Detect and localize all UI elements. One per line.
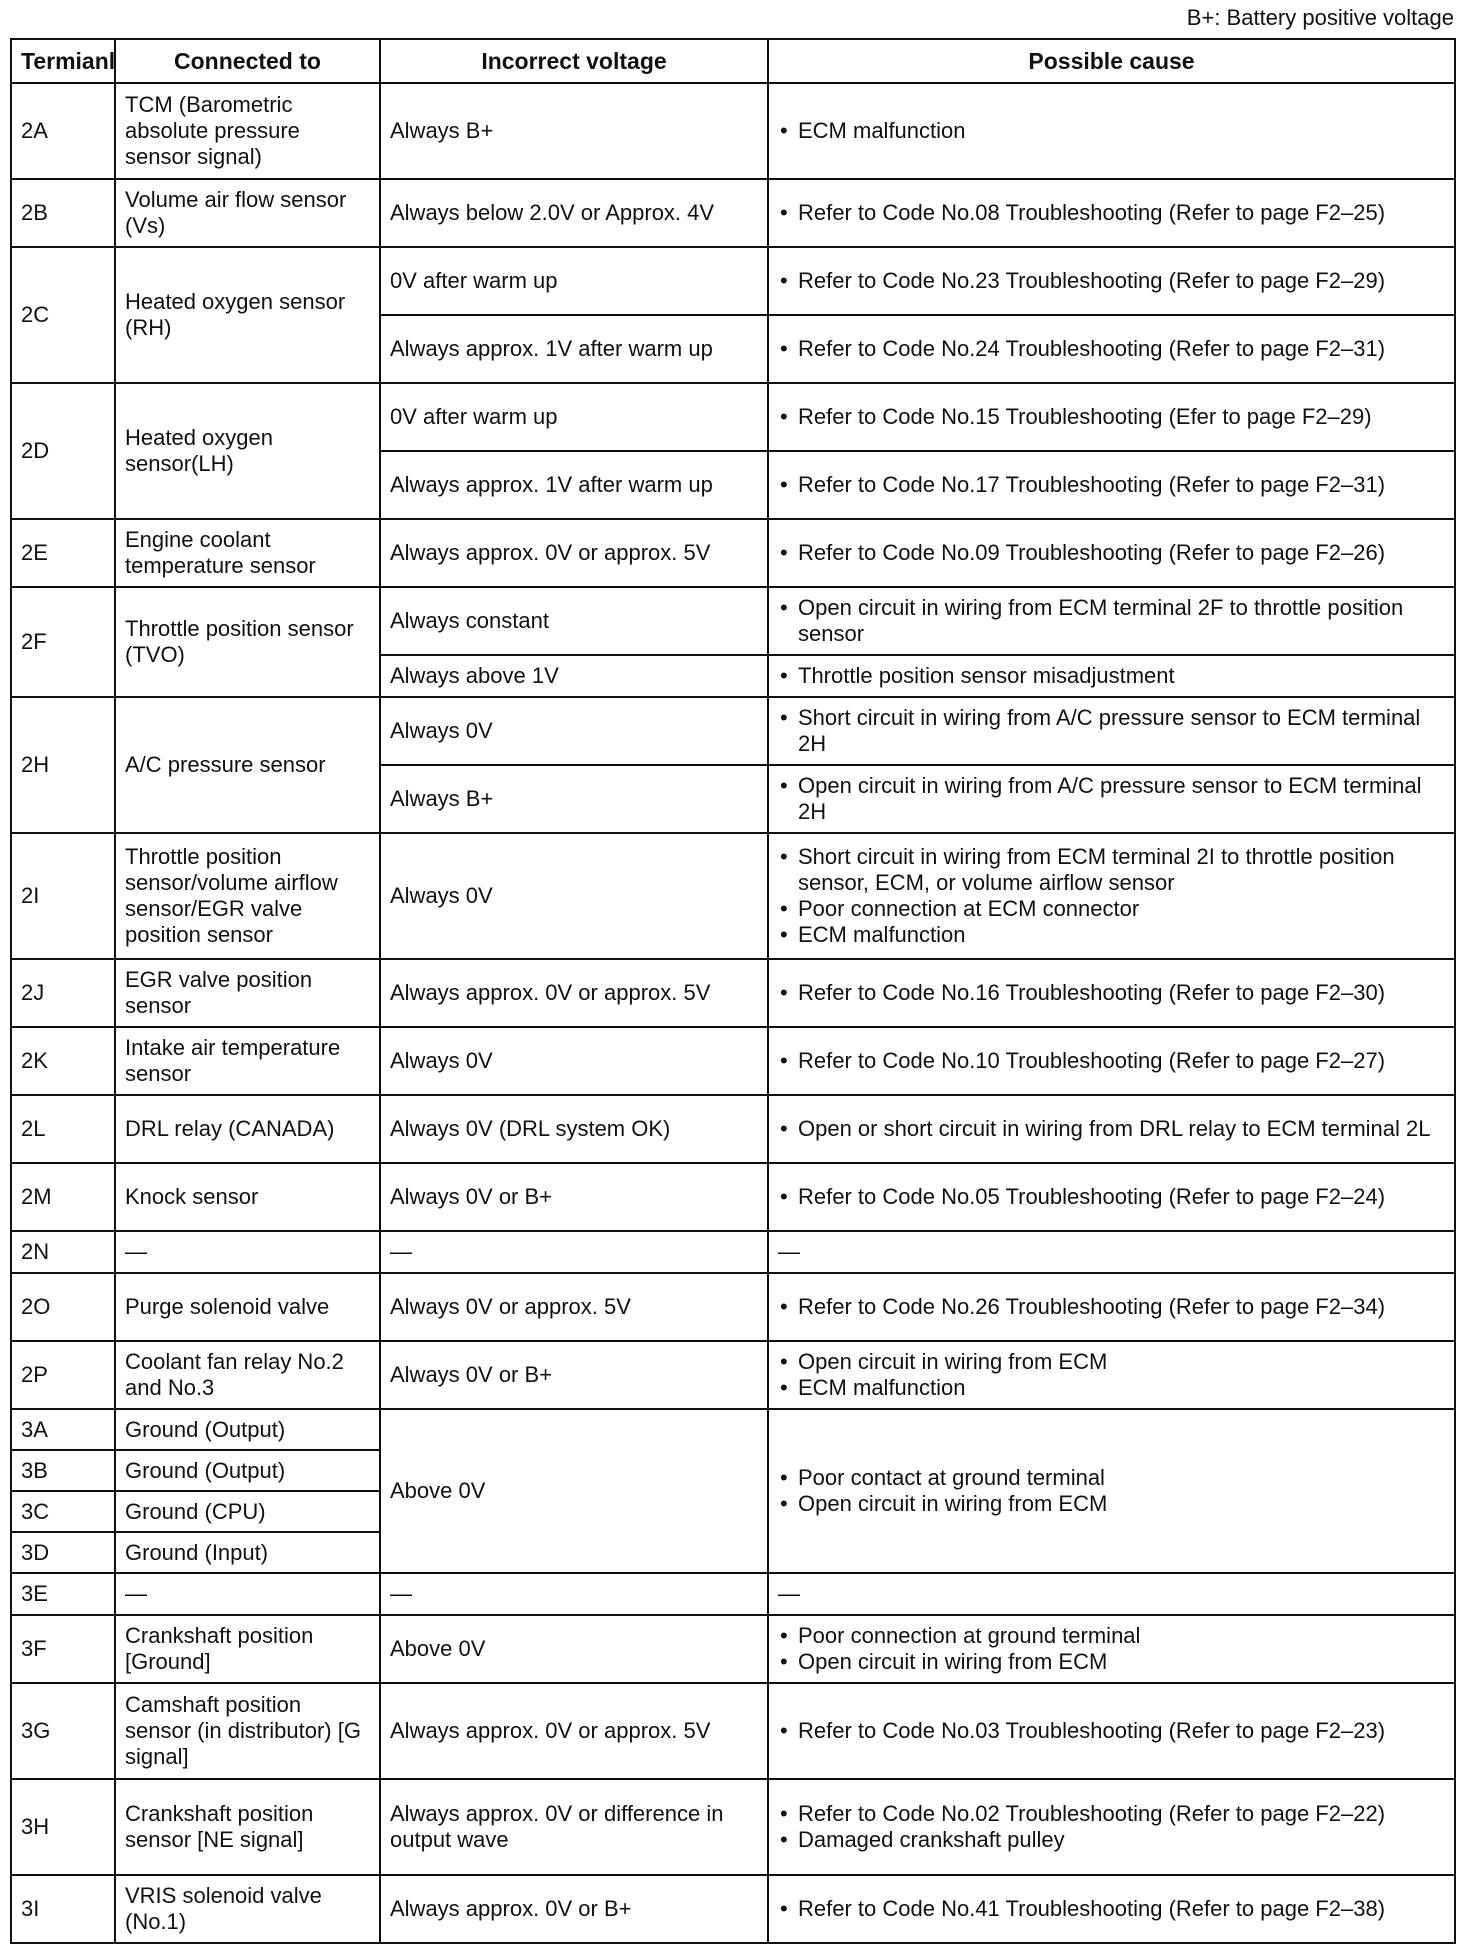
cause-cell [768,1163,1455,1231]
cause-cell [768,959,1455,1027]
terminal-cell: 2H [11,697,115,833]
cause-item: • Throttle position sensor misadjustment [778,663,1445,689]
table-row [11,179,1455,247]
cause-item: • Poor connection at ECM connector [778,896,1445,922]
terminal-cell: 2F [11,587,115,697]
cause-cell: — [768,1573,1455,1615]
cause-cell [768,383,1455,451]
cause-cell [768,1875,1455,1943]
cause-item: • Short circuit in wiring from A/C pressure sensor to ECM terminal 2H [778,705,1445,757]
table-row [11,1163,1455,1231]
connected-cell: Camshaft position sensor (in distributor) [G signal] [115,1683,380,1779]
cause-item: • ECM malfunction [778,1375,1445,1401]
table-row [11,1231,1455,1273]
connected-cell: Throttle position sensor/volume airflow sensor/EGR valve position sensor [115,833,380,959]
voltage-cell: Always 0V or B+ [380,1341,768,1409]
cause-cell [768,833,1455,959]
terminal-cell: 3E [11,1573,115,1615]
cause-cell [768,655,1455,697]
voltage-cell: Always approx. 0V or approx. 5V [380,519,768,587]
connected-cell: Ground (Input) [115,1532,380,1573]
terminal-cell: 2I [11,833,115,959]
cause-item: • ECM malfunction [778,118,1445,144]
cause-cell [768,247,1455,315]
header-possible-cause: Possible cause [768,39,1455,83]
terminal-cell: 2B [11,179,115,247]
voltage-cell: — [380,1231,768,1273]
cause-cell [768,83,1455,179]
cause-item: • Open or short circuit in wiring from DRL relay to ECM terminal 2L [778,1116,1445,1142]
terminal-cell: 2O [11,1273,115,1341]
cause-item: • Refer to Code No.08 Troubleshooting (Refer to page F2–25) [778,200,1445,226]
cause-item: • Refer to Code No.09 Troubleshooting (Refer to page F2–26) [778,540,1445,566]
cause-item: • Refer to Code No.41 Troubleshooting (Refer to page F2–38) [778,1896,1445,1922]
cause-cell [768,1027,1455,1095]
voltage-cell: Always below 2.0V or Approx. 4V [380,179,768,247]
voltage-cell: Always approx. 0V or approx. 5V [380,1683,768,1779]
table-row [11,1573,1455,1615]
cause-cell [768,1341,1455,1409]
cause-item: • ECM malfunction [778,922,1445,948]
voltage-cell: Always constant [380,587,768,655]
connected-cell: Purge solenoid valve [115,1273,380,1341]
table-row [11,1273,1455,1341]
table-row [11,1341,1455,1409]
table-row [11,697,1455,765]
connected-cell: Intake air temperature sensor [115,1027,380,1095]
cause-item: • Refer to Code No.05 Troubleshooting (Refer to page F2–24) [778,1184,1445,1210]
terminal-cell: 3I [11,1875,115,1943]
connected-cell: — [115,1573,380,1615]
terminal-cell: 3B [11,1450,115,1491]
terminal-cell: 2L [11,1095,115,1163]
voltage-cell: Always approx. 1V after warm up [380,315,768,383]
cause-item: • Refer to Code No.03 Troubleshooting (Refer to page F2–23) [778,1718,1445,1744]
table-row [11,1683,1455,1779]
voltage-cell: Always approx. 0V or difference in output wave [380,1779,768,1875]
header-incorrect-voltage: Incorrect voltage [380,39,768,83]
terminal-cell: 2C [11,247,115,383]
connected-cell: Ground (Output) [115,1450,380,1491]
voltage-cell: Always 0V [380,1027,768,1095]
voltage-cell: Always B+ [380,83,768,179]
connected-cell: Throttle position sensor (TVO) [115,587,380,697]
connected-cell: Engine coolant temperature sensor [115,519,380,587]
voltage-cell: Always B+ [380,765,768,833]
cause-cell [768,1273,1455,1341]
table-row [11,83,1455,179]
table-row [11,1095,1455,1163]
table-row [11,383,1455,451]
connected-cell: Crankshaft position [Ground] [115,1615,380,1683]
terminal-cell: 2E [11,519,115,587]
connected-cell: DRL relay (CANADA) [115,1095,380,1163]
terminal-cell: 2A [11,83,115,179]
voltage-cell: Above 0V [380,1409,768,1573]
connected-cell: Heated oxygen sensor(LH) [115,383,380,519]
voltage-cell: — [380,1573,768,1615]
table-row [11,1409,1455,1450]
terminal-cell: 2N [11,1231,115,1273]
terminal-cell: 2M [11,1163,115,1231]
voltage-cell: Above 0V [380,1615,768,1683]
table-row [11,1615,1455,1683]
voltage-cell: Always 0V or B+ [380,1163,768,1231]
cause-cell [768,519,1455,587]
voltage-cell: Always approx. 0V or approx. 5V [380,959,768,1027]
cause-cell [768,765,1455,833]
table-row [11,587,1455,655]
connected-cell: Coolant fan relay No.2 and No.3 [115,1341,380,1409]
voltage-cell: 0V after warm up [380,383,768,451]
terminal-cell: 3G [11,1683,115,1779]
cause-cell [768,451,1455,519]
cause-cell [768,1095,1455,1163]
connected-cell: VRIS solenoid valve (No.1) [115,1875,380,1943]
cause-item: • Poor connection at ground terminal [778,1623,1445,1649]
table-row [11,833,1455,959]
cause-item: • Refer to Code No.02 Troubleshooting (Refer to page F2–22) [778,1801,1445,1827]
voltage-cell: Always 0V (DRL system OK) [380,1095,768,1163]
cause-cell [768,315,1455,383]
cause-cell [768,697,1455,765]
cause-cell [768,179,1455,247]
cause-item: • Refer to Code No.23 Troubleshooting (Refer to page F2–29) [778,268,1445,294]
cause-item: • Open circuit in wiring from ECM [778,1649,1445,1675]
table-row [11,1875,1455,1943]
cause-item: • Poor contact at ground terminal [778,1465,1445,1491]
connected-cell: A/C pressure sensor [115,697,380,833]
header-terminal: Termianl [11,39,115,83]
voltage-cell: Always above 1V [380,655,768,697]
terminal-cell: 2J [11,959,115,1027]
connected-cell: Knock sensor [115,1163,380,1231]
cause-cell [768,1615,1455,1683]
terminal-voltage-table [10,38,1456,1944]
cause-cell [768,1779,1455,1875]
terminal-cell: 2K [11,1027,115,1095]
voltage-cell: Always 0V [380,697,768,765]
table-row [11,247,1455,315]
voltage-cell: 0V after warm up [380,247,768,315]
connected-cell: Ground (Output) [115,1409,380,1450]
terminal-cell: 3C [11,1491,115,1532]
cause-item: • Refer to Code No.15 Troubleshooting (Efer to page F2–29) [778,404,1445,430]
terminal-cell: 2P [11,1341,115,1409]
cause-item: • Open circuit in wiring from ECM [778,1491,1445,1517]
table-row [11,959,1455,1027]
cause-item: • Refer to Code No.16 Troubleshooting (Refer to page F2–30) [778,980,1445,1006]
connected-cell: Volume air flow sensor (Vs) [115,179,380,247]
connected-cell: Ground (CPU) [115,1491,380,1532]
terminal-cell: 3H [11,1779,115,1875]
cause-cell [768,1683,1455,1779]
cause-cell [768,587,1455,655]
terminal-cell: 3F [11,1615,115,1683]
header-connected-to: Connected to [115,39,380,83]
voltage-cell: Always 0V or approx. 5V [380,1273,768,1341]
battery-voltage-note: B+: Battery positive voltage [1186,5,1454,30]
connected-cell: — [115,1231,380,1273]
cause-item: • Open circuit in wiring from ECM [778,1349,1445,1375]
cause-item: • Open circuit in wiring from A/C pressure sensor to ECM terminal 2H [778,773,1445,825]
cause-item: • Short circuit in wiring from ECM terminal 2I to throttle position sensor, ECM, or volume airflow sensor [778,844,1445,896]
connected-cell: EGR valve position sensor [115,959,380,1027]
cause-item: • Damaged crankshaft pulley [778,1827,1445,1853]
terminal-cell: 3A [11,1409,115,1450]
cause-item: • Refer to Code No.10 Troubleshooting (Refer to page F2–27) [778,1048,1445,1074]
header-row [11,39,1455,83]
table-row [11,1027,1455,1095]
table-row [11,519,1455,587]
table-row [11,1779,1455,1875]
cause-item: • Open circuit in wiring from ECM terminal 2F to throttle position sensor [778,595,1445,647]
voltage-cell: Always approx. 1V after warm up [380,451,768,519]
cause-cell [768,1409,1455,1573]
connected-cell: TCM (Barometric absolute pressure sensor signal) [115,83,380,179]
cause-item: • Refer to Code No.17 Troubleshooting (Refer to page F2–31) [778,472,1445,498]
cause-item: • Refer to Code No.24 Troubleshooting (Refer to page F2–31) [778,336,1445,362]
voltage-cell: Always 0V [380,833,768,959]
terminal-cell: 3D [11,1532,115,1573]
connected-cell: Heated oxygen sensor (RH) [115,247,380,383]
connected-cell: Crankshaft position sensor [NE signal] [115,1779,380,1875]
cause-cell: — [768,1231,1455,1273]
cause-item: • Refer to Code No.26 Troubleshooting (Refer to page F2–34) [778,1294,1445,1320]
voltage-cell: Always approx. 0V or B+ [380,1875,768,1943]
terminal-cell: 2D [11,383,115,519]
